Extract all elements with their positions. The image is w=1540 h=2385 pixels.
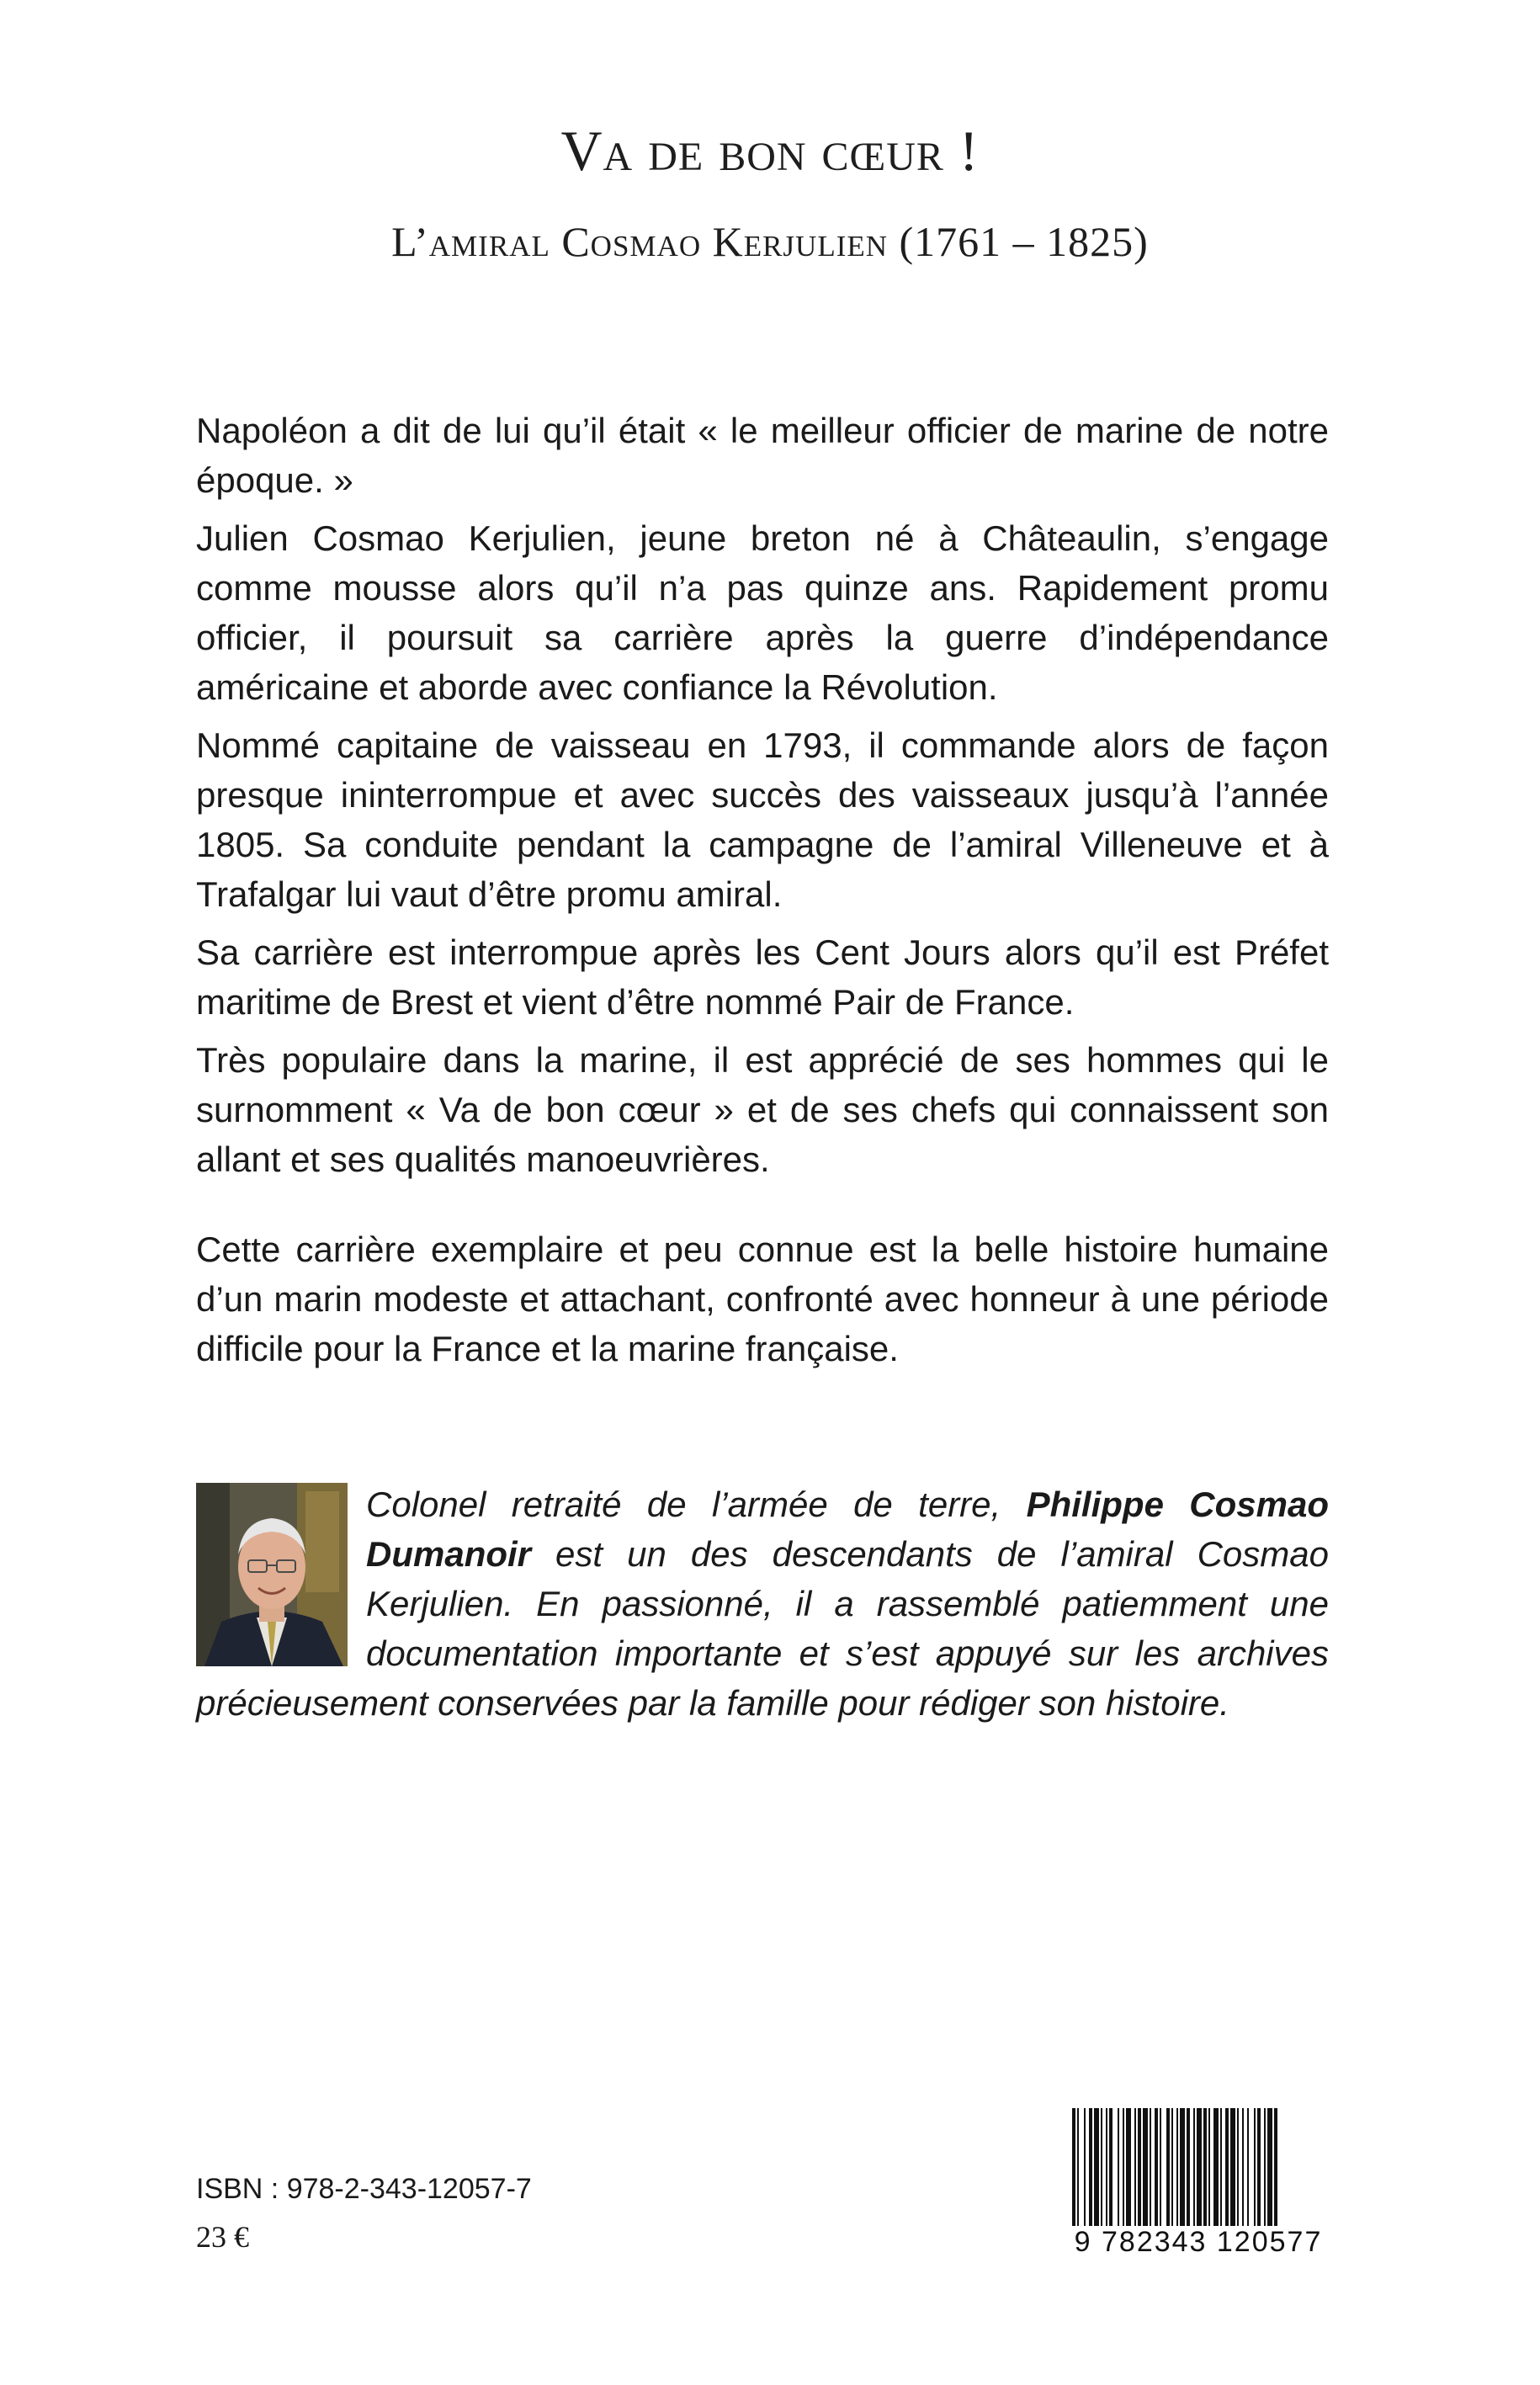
barcode-bar [1197,2108,1202,2226]
barcode-bar [1193,2108,1195,2226]
summary-paragraph: Napoléon a dit de lui qu’il était « le meilleur officier de marine de notre époque. » [196,411,1329,500]
barcode-bar [1208,2108,1210,2226]
barcode-bar [1077,2108,1079,2226]
summary-closing [196,1224,1329,1382]
barcode-bar [1150,2108,1151,2226]
barcode-bar [1213,2108,1219,2226]
summary-closing-paragraph: Cette carrière exemplaire et peu connue est la belle histoire humaine d’un marin modeste et attachant, confronté avec honneur à une période difficile pour la France et la marine française. [196,1230,1329,1368]
barcode-bar [1274,2108,1277,2226]
barcode-bar [1267,2108,1272,2226]
barcode-bar [1220,2108,1222,2226]
summary-paragraph: Très populaire dans la marine, il est apprécié de ses hommes qui le surnomment « Va de bon cœur » et de ses chefs qui connaissent son allant et ses qualités manoeuvrières. [196,1040,1329,1179]
barcode-bar [1094,2108,1099,2226]
barcode-bar [1237,2108,1239,2226]
barcode-bar [1106,2108,1107,2226]
barcode-bar [1247,2108,1249,2226]
barcode-bar [1225,2108,1229,2226]
barcode-bar [1143,2108,1148,2226]
summary-paragraph: Sa carrière est interrompue après les Cent Jours alors qu’il est Préfet maritime de Brest et vient d’être nommé Pair de France. [196,932,1329,1022]
barcode-bar [1180,2108,1185,2226]
price: 23 € [196,2220,249,2254]
barcode-bar [1126,2108,1131,2226]
author-intro: Colonel retraité de l’armée de terre, [366,1485,1027,1524]
author-bio [196,1479,1329,1728]
barcode-bar [1166,2108,1170,2226]
barcode-bars [1067,2108,1330,2226]
barcode-bar [1089,2108,1092,2226]
barcode-bar [1101,2108,1102,2226]
barcode-bar [1138,2108,1141,2226]
summary-paragraph: Julien Cosmao Kerjulien, jeune breton né à Châteaulin, s’engage comme mousse alors qu’il n’a pas quinze ans. Rapidement promu officier, il poursuit sa carrière après la guerre d’indépendance américaine et aborde avec confiance la Révolution. [196,518,1329,707]
author-name: Philippe Cosmao Dumanoir [366,1485,1330,1574]
barcode-bar [1230,2108,1235,2226]
barcode-bar [1171,2108,1173,2226]
barcode-bar [1118,2108,1119,2226]
barcode-bar [1257,2108,1261,2226]
barcode-bar [1176,2108,1178,2226]
summary-text [196,406,1329,1192]
barcode-digits: 9 782343 120577 [1067,2226,1330,2259]
author-description: est un des descendants de l’amiral Cosmao Kerjulien. En passionné, il a rassemblé patiemment une documentation importante et s’est appuyé sur les archives précieusement conservées par la famille pour rédiger son histoire. [196,1534,1329,1723]
barcode-bar [1254,2108,1256,2226]
barcode-bar [1264,2108,1266,2226]
barcode-bar [1084,2108,1086,2226]
book-subtitle: L’amiral Cosmao Kerjulien (1761 – 1825) [391,218,1149,265]
barcode-bar [1242,2108,1244,2226]
author-portrait-image [196,1483,348,1666]
barcode-bar [1203,2108,1207,2226]
barcode-bar [1072,2108,1075,2226]
barcode-bar [1155,2108,1158,2226]
barcode-bar [1109,2108,1113,2226]
barcode-bar [1134,2108,1136,2226]
isbn: ISBN : 978-2-343-12057-7 [196,2173,532,2205]
author-photo [196,1483,348,1666]
barcode-bar [1123,2108,1124,2226]
barcode-bar [1160,2108,1161,2226]
summary-paragraph: Nommé capitaine de vaisseau en 1793, il commande alors de façon presque ininterrompue et avec succès des vaisseaux jusqu’à l’année 1805. Sa conduite pendant la campagne de l’amiral Villeneuve et à Trafalgar lui vaut d’être promu amiral. [196,725,1329,914]
book-title: Va de bon cœur ! [560,119,980,183]
barcode-bar [1187,2108,1190,2226]
